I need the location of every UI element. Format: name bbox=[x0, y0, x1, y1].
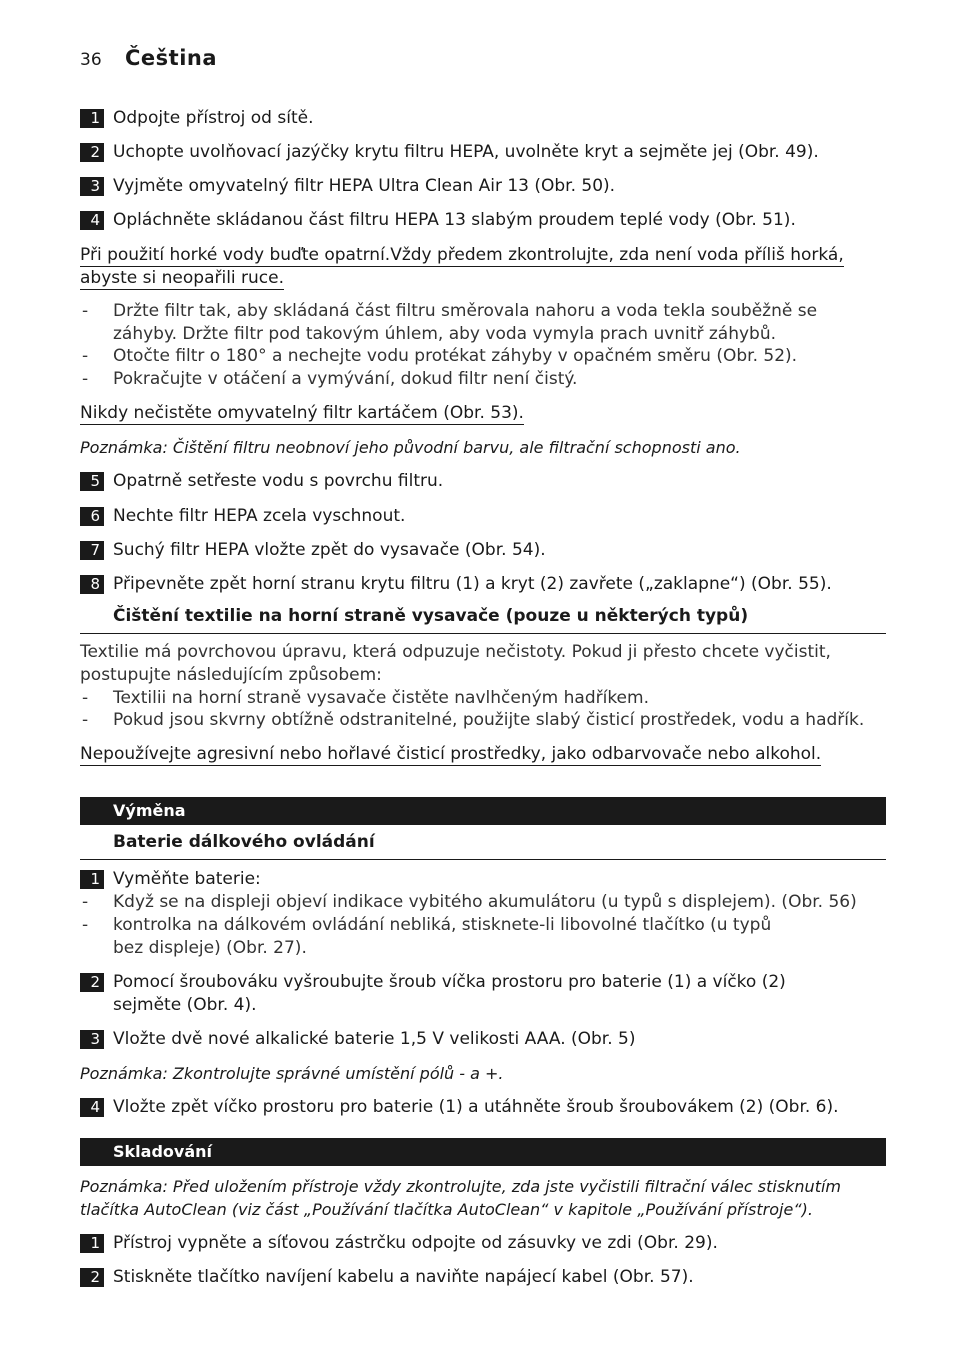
step-text: Vyměňte baterie: bbox=[113, 869, 261, 889]
storage-step-1 bbox=[80, 1232, 886, 1255]
step-4 bbox=[80, 209, 886, 232]
bullet-item: - Pokud jsou skvrny obtížně odstranitelné, použijte slabý čisticí prostředek, vodu a hadřík. bbox=[82, 710, 865, 730]
step-text: Suchý filtr HEPA vložte zpět do vysavače (Obr. 54). bbox=[113, 540, 546, 560]
page-number: 36 bbox=[80, 50, 102, 70]
bullet-item: - kontrolka na dálkovém ovládání nebliká, stisknete-li libovolné tlačítko (u typů bez displeje) (Obr. 27). bbox=[82, 915, 772, 958]
step-text: Odpojte přístroj od sítě. bbox=[113, 108, 314, 128]
step-text: Uchopte uvolňovací jazýčky krytu filtru HEPA, uvolněte kryt a sejměte jej (Obr. 49). bbox=[113, 142, 819, 162]
bullet-item: - Otočte filtr o 180° a nechejte vodu protékat záhyby v opačném směru (Obr. 52). bbox=[82, 346, 798, 366]
section-heading-batteries: Baterie dálkového ovládání bbox=[80, 832, 886, 860]
step-text: Přístroj vypněte a síťovou zástrčku odpojte od zásuvky ve zdi (Obr. 29). bbox=[113, 1233, 718, 1253]
warning-hot-water bbox=[80, 244, 850, 290]
warning-brush: Nikdy nečistěte omyvatelný filtr kartáčem (Obr. 53). bbox=[80, 403, 524, 423]
step-8 bbox=[80, 573, 886, 596]
step-number: 5 bbox=[80, 472, 104, 491]
step-text: Vložte dvě nové alkalické baterie 1,5 V velikosti AAA. (Obr. 5) bbox=[113, 1029, 636, 1049]
step-number: 8 bbox=[80, 575, 104, 594]
step-7 bbox=[80, 539, 886, 562]
step-3 bbox=[80, 175, 886, 198]
step-number: 1 bbox=[80, 870, 104, 889]
step-number: 6 bbox=[80, 507, 104, 526]
bullet-item: - Když se na displeji objeví indikace vybitého akumulátoru (u typů s displejem). (Obr. 56) bbox=[82, 892, 857, 912]
note-poles: Poznámka: Zkontrolujte správné umístění pólů - a +. bbox=[80, 1064, 504, 1083]
step-text: Opláchněte skládanou část filtru HEPA 13 slabým proudem teplé vody (Obr. 51). bbox=[113, 210, 796, 230]
step-number: 1 bbox=[80, 109, 104, 128]
step-number: 3 bbox=[80, 177, 104, 196]
language-title: Čeština bbox=[125, 46, 218, 70]
step-number: 2 bbox=[80, 973, 104, 992]
step-text: Připevněte zpět horní stranu krytu filtru (1) a kryt (2) zavřete („zaklapne“) (Obr. 55). bbox=[113, 574, 832, 594]
section-bar-storage: Skladování bbox=[80, 1138, 886, 1166]
step-text: Vyjměte omyvatelný filtr HEPA Ultra Clean Air 13 (Obr. 50). bbox=[113, 176, 616, 196]
replacement-step-4 bbox=[80, 1096, 886, 1119]
step-2 bbox=[80, 141, 886, 164]
step-text: Stiskněte tlačítko navíjení kabelu a naviňte napájecí kabel (Obr. 57). bbox=[113, 1267, 694, 1287]
warning-textile: Nepoužívejte agresivní nebo hořlavé čisticí prostředky, jako odbarvovače nebo alkohol. bbox=[80, 744, 822, 764]
step-number: 2 bbox=[80, 143, 104, 162]
step-number: 4 bbox=[80, 1098, 104, 1117]
step-number: 2 bbox=[80, 1268, 104, 1287]
storage-step-2 bbox=[80, 1266, 886, 1289]
bullet-item: - Pokračujte v otáčení a vymývání, dokud filtr není čistý. bbox=[82, 369, 578, 389]
step-5 bbox=[80, 470, 886, 493]
step-text: Opatrně setřeste vodu s povrchu filtru. bbox=[113, 471, 444, 491]
step-number: 7 bbox=[80, 541, 104, 560]
section-bar-replacement: Výměna bbox=[80, 797, 886, 825]
step-text: Pomocí šroubováku vyšroubujte šroub víčka prostoru pro baterie (1) a víčko (2) sejměte (Obr. 4). bbox=[113, 972, 786, 1015]
note-filter: Poznámka: Čištění filtru neobnoví jeho původní barvu, ale filtrační schopnosti ano. bbox=[80, 438, 741, 457]
textile-intro: Textilie má povrchovou úpravu, která odpuzuje nečistoty. Pokud ji přesto chcete vyčistit, postupujte následujícím způsobem: bbox=[80, 642, 831, 685]
step-number: 4 bbox=[80, 211, 104, 230]
replacement-step-1 bbox=[80, 868, 886, 891]
bullet-item: - Textilii na horní straně vysavače čistěte navlhčeným hadříkem. bbox=[82, 688, 649, 708]
replacement-step-2 bbox=[80, 971, 800, 1017]
step-number: 3 bbox=[80, 1030, 104, 1049]
step-number: 1 bbox=[80, 1234, 104, 1253]
step-text: Nechte filtr HEPA zcela vyschnout. bbox=[113, 506, 406, 526]
warning-line: abyste si neopařili ruce. bbox=[80, 268, 285, 288]
bullet-item: - Držte filtr tak, aby skládaná část filtru směrovala nahoru a voda tekla souběžně se záhyby. Držte filtr pod takovým úhlem, aby voda vymyla prach uvnitř záhybů. bbox=[82, 301, 818, 344]
step-text: Vložte zpět víčko prostoru pro baterie (1) a utáhněte šroub šroubovákem (2) (Obr. 6). bbox=[113, 1097, 839, 1117]
replacement-step-3 bbox=[80, 1028, 886, 1051]
section-heading-textile: Čištění textilie na horní straně vysavače (pouze u některých typů) bbox=[80, 606, 886, 634]
step-1 bbox=[80, 107, 886, 130]
warning-line: Při použití horké vody buďte opatrní.Vždy předem zkontrolujte, zda není voda příliš horká, bbox=[80, 245, 844, 265]
note-storage: Poznámka: Před uložením přístroje vždy zkontrolujte, zda jste vyčistili filtrační válec stisknutím tlačítka AutoClean (viz část „Používání tlačítka AutoClean“ v kapitole „Používání přístroje“). bbox=[80, 1177, 841, 1219]
step-6 bbox=[80, 505, 886, 528]
